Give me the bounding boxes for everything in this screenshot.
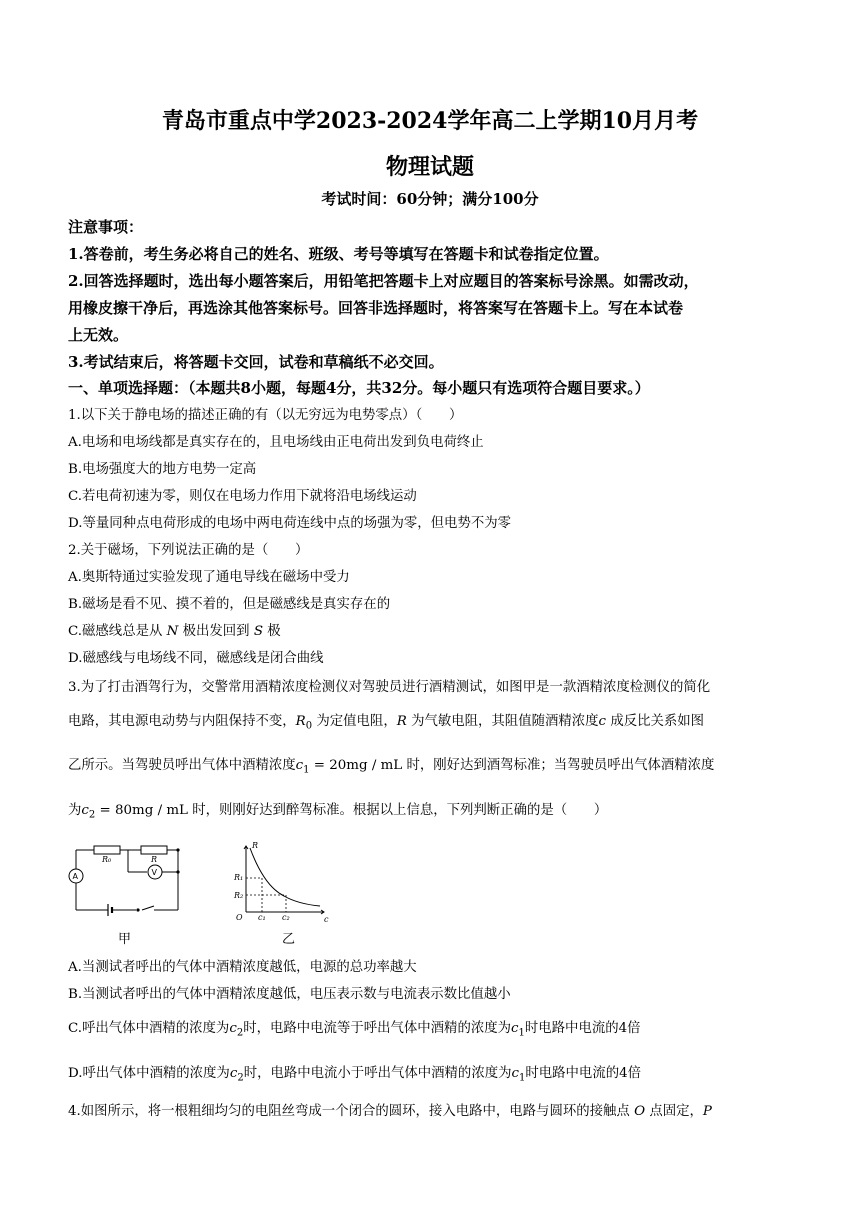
q3-option-b: B.当测试者呼出的气体中酒精浓度越低，电压表示数与电流表示数比值越小	[68, 987, 511, 1002]
q2-stem: 2.关于磁场，下列说法正确的是（ ）	[68, 543, 309, 558]
q3-stem-line-3: 乙所示。当驾驶员呼出气体中酒精浓度$c_1 = 20mg$ / mL 时，刚好达到酒驾标准；当驾驶员呼出气体酒精浓度	[68, 758, 715, 776]
q1-option-b: B.电场强度大的地方电势一定高	[68, 462, 257, 477]
figure-yi-caption: 乙	[282, 932, 296, 947]
q2-option-c: C.磁感线总是从 N 极出发回到 S 极	[68, 624, 281, 639]
r0-label: R₀	[102, 855, 112, 864]
exam-subject: 物理试题	[385, 154, 474, 180]
q2-option-d: D.磁感线与电场线不同，磁感线是闭合曲线	[68, 651, 324, 666]
r-label: R	[151, 855, 158, 864]
switch-contact	[136, 908, 139, 911]
q4-stem-line-1: 4.如图所示，将一根粗细均匀的电阻丝弯成一个闭合的圆环，接入电路中，电路与圆环的接触点 O 点固定，P	[68, 1104, 712, 1119]
q3-option-c: C.呼出气体中酒精的浓度为$c_2$时，电路中电流等于呼出气体中酒精的浓度为$c_1$时电路中电流的4倍	[68, 1021, 641, 1039]
q3-stem-line-2: 电路，其电源电动势与内阻保持不变，$R_0$ 为定值电阻，R 为气敏电阻，其阻值随酒精浓度c 成反比关系如图	[68, 714, 705, 732]
origin-label: O	[236, 913, 243, 922]
ammeter-label: A	[72, 872, 78, 881]
note-1: 1.答卷前，考生务必将自己的姓名、班级、考号等填写在答题卡和试卷指定位置。	[68, 245, 609, 263]
q3-option-d: D.呼出气体中酒精的浓度为$c_2$时，电路中电流小于呼出气体中酒精的浓度为$c_1$时电路中电流的4倍	[68, 1066, 642, 1084]
q1-option-d: D.等量同种点电荷形成的电场中两电荷连线中点的场强为零，但电势不为零	[68, 516, 512, 531]
q2-option-a: A.奥斯特通过实验发现了通电导线在磁场中受力	[68, 570, 350, 585]
q3-stem-line-4: 为$c_2 = 80mg$ / mL 时，则刚好达到醉驾标准。根据以上信息，下列判断正确的是（ ）	[68, 803, 608, 821]
axis-r-label: R	[252, 841, 259, 850]
r2-label: R₂	[234, 891, 244, 900]
note-2-line-1: 2.回答选择题时，选出每小题答案后，用铅笔把答题卡上对应题目的答案标号涂黑。如需改动，	[68, 272, 699, 290]
r1-label: R₁	[234, 873, 244, 882]
exam-title: 青岛市重点中学2023-2024学年高二上学期10月月考	[161, 108, 699, 134]
q2-option-b: B.磁场是看不见、摸不着的，但是磁感线是真实存在的	[68, 597, 391, 612]
q1-option-a: A.电场和电场线都是真实存在的，且电场线由正电荷出发到负电荷终止	[68, 435, 484, 450]
circuit-diagram	[66, 842, 192, 922]
note-2-line-2: 用橡皮擦干净后，再选涂其他答案标号。回答非选择题时，将答案写在答题卡上。写在本试卷	[68, 299, 684, 317]
q1-option-c: C.若电荷初速为零，则仅在电场力作用下就将沿电场线运动	[68, 489, 417, 504]
c2-label: c₂	[282, 913, 290, 922]
r-c-graph	[224, 840, 330, 924]
axis-c-label: c	[324, 915, 329, 924]
voltmeter-label: V	[151, 868, 157, 877]
exam-info: 考试时间：60分钟；满分100分	[321, 190, 539, 208]
note-3: 3.考试结束后，将答题卡交回，试卷和草稿纸不必交回。	[68, 353, 444, 371]
note-2-line-3: 上无效。	[68, 326, 129, 344]
notes-heading: 注意事项：	[68, 218, 144, 236]
q3-option-a: A.当测试者呼出的气体中酒精浓度越低，电源的总功率越大	[68, 960, 417, 975]
q1-stem: 1.以下关于静电场的描述正确的有（以无穷远为电势零点）（ ）	[68, 408, 463, 423]
figure-jia-caption: 甲	[118, 932, 132, 947]
r-c-curve	[250, 848, 320, 906]
c1-label: c₁	[258, 913, 266, 922]
q3-stem-line-1: 3.为了打击酒驾行为，交警常用酒精浓度检测仪对驾驶员进行酒精测试，如图甲是一款酒精浓度检测仪的简化	[68, 680, 711, 695]
section-1-heading: 一、单项选择题：（本题共8小题，每题4分，共32分。每小题只有选项符合题目要求。）	[68, 379, 650, 397]
